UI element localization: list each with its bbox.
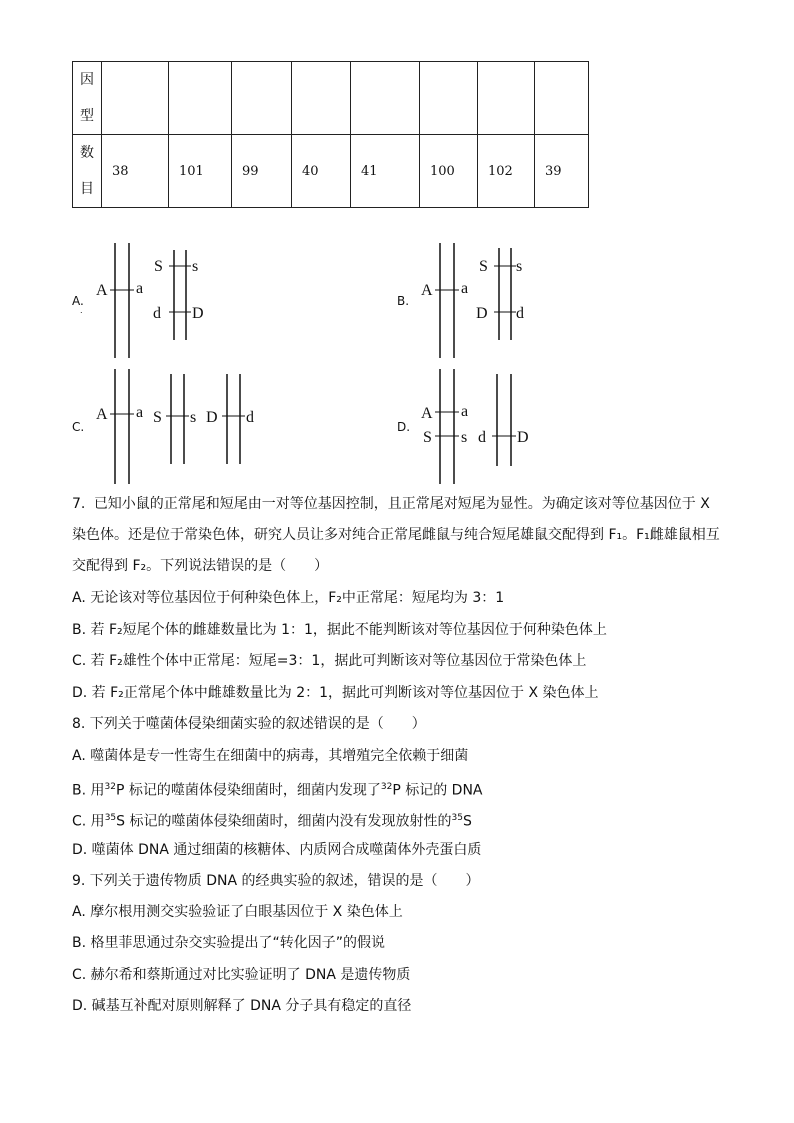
row-header-type: 因 型 xyxy=(73,62,102,135)
question-7-stem-line2: 染色体。还是位于常染色体，研究人员让多对纯合正常尾雌鼠与纯合短尾雄鼠交配得到 F₁。F₁雌雄鼠相互 xyxy=(72,527,720,543)
allele-D: D xyxy=(517,429,529,446)
table-cell xyxy=(169,62,232,135)
question-7-option-d: D. 若 F₂正常尾个体中雌雄数量比为 2：1，据此可判断该对等位基因位于 X 染色体上 xyxy=(72,685,599,701)
question-8-option-a: A. 噬菌体是专一性寄生在细菌中的病毒，其增殖完全依赖于细菌 xyxy=(72,748,469,764)
allele-s: s xyxy=(516,258,523,275)
allele-d: d xyxy=(153,305,161,322)
option-d-chromosome-diagram xyxy=(415,366,555,491)
question-9-stem: 9. 下列关于遗传物质 DNA 的经典实验的叙述，错误的是（ ） xyxy=(72,873,480,889)
table-cell xyxy=(232,62,292,135)
allele-a: a xyxy=(461,403,469,420)
allele-D: D xyxy=(206,409,218,426)
table-cell: 41 xyxy=(351,135,420,208)
table-cell: 99 xyxy=(232,135,292,208)
question-9-option-c: C. 赫尔希和蔡斯通过对比实验证明了 DNA 是遗传物质 xyxy=(72,967,411,983)
question-7-option-c: C. 若 F₂雄性个体中正常尾：短尾=3：1，据此可判断该对等位基因位于常染色体上 xyxy=(72,653,587,669)
question-7-option-b: B. 若 F₂短尾个体的雌雄数量比为 1：1，据此不能判断该对等位基因位于何种染色体上 xyxy=(72,622,607,638)
allele-A: A xyxy=(96,406,108,423)
table-cell xyxy=(478,62,535,135)
genotype-count-table xyxy=(72,61,589,208)
allele-a: a xyxy=(136,404,144,421)
allele-s: s xyxy=(190,409,197,426)
allele-d: d xyxy=(516,305,524,322)
allele-D: D xyxy=(192,305,204,322)
question-7-stem-line3: 交配得到 F₂。下列说法错误的是（ ） xyxy=(72,558,329,574)
allele-A: A xyxy=(421,405,433,422)
option-b-label: B. xyxy=(397,294,410,308)
question-8-option-d: D. 噬菌体 DNA 通过细菌的核糖体、内质网合成噬菌体外壳蛋白质 xyxy=(72,842,482,858)
table-cell xyxy=(292,62,351,135)
option-a-dot: . xyxy=(80,306,83,315)
allele-s: s xyxy=(461,429,468,446)
allele-S: S xyxy=(153,409,162,426)
option-a-chromosome-diagram xyxy=(90,240,220,365)
table-row xyxy=(73,62,589,135)
question-8-option-b: B. 用$^{32}$P 标记的噬菌体侵染细菌时，细菌内发现了$^{32}$P 标记的 DNA xyxy=(72,782,483,799)
question-9-option-d: D. 碱基互补配对原则解释了 DNA 分子具有稳定的直径 xyxy=(72,998,412,1014)
allele-d: d xyxy=(246,409,254,426)
allele-A: A xyxy=(96,282,108,299)
table-cell xyxy=(535,62,589,135)
question-7-stem-line1: 7. 已知小鼠的正常尾和短尾由一对等位基因控制，且正常尾对短尾为显性。为确定该对等位基因位于 X xyxy=(72,496,710,512)
allele-D: D xyxy=(476,305,488,322)
table-cell: 38 xyxy=(102,135,169,208)
table-cell xyxy=(420,62,478,135)
allele-a: a xyxy=(461,280,469,297)
option-b-chromosome-diagram xyxy=(415,240,545,365)
allele-S: S xyxy=(423,429,432,446)
table-cell: 101 xyxy=(169,135,232,208)
allele-s: s xyxy=(192,258,199,275)
allele-S: S xyxy=(479,258,488,275)
question-7-option-a: A. 无论该对等位基因位于何种染色体上，F₂中正常尾：短尾均为 3：1 xyxy=(72,590,505,606)
allele-S: S xyxy=(154,258,163,275)
question-9-option-a: A. 摩尔根用测交实验验证了白眼基因位于 X 染色体上 xyxy=(72,904,403,920)
table-cell: 40 xyxy=(292,135,351,208)
question-8-option-c: C. 用$^{35}$S 标记的噬菌体侵染细菌时，细菌内没有发现放射性的$^{35}$S xyxy=(72,813,472,830)
option-c-label: C. xyxy=(72,420,85,434)
table-cell xyxy=(351,62,420,135)
option-a-label: A. xyxy=(72,294,84,308)
row-header-count: 数 目 xyxy=(73,135,102,208)
allele-a: a xyxy=(136,280,144,297)
table-cell: 102 xyxy=(478,135,535,208)
allele-A: A xyxy=(421,282,433,299)
option-c-chromosome-diagram xyxy=(90,366,270,491)
question-8-stem: 8. 下列关于噬菌体侵染细菌实验的叙述错误的是（ ） xyxy=(72,716,426,732)
allele-d: d xyxy=(478,429,486,446)
option-d-label: D. xyxy=(397,420,411,434)
table-cell xyxy=(102,62,169,135)
question-9-option-b: B. 格里菲思通过杂交实验提出了“转化因子”的假说 xyxy=(72,935,386,951)
table-row xyxy=(73,135,589,208)
table-cell: 100 xyxy=(420,135,478,208)
table-cell: 39 xyxy=(535,135,589,208)
